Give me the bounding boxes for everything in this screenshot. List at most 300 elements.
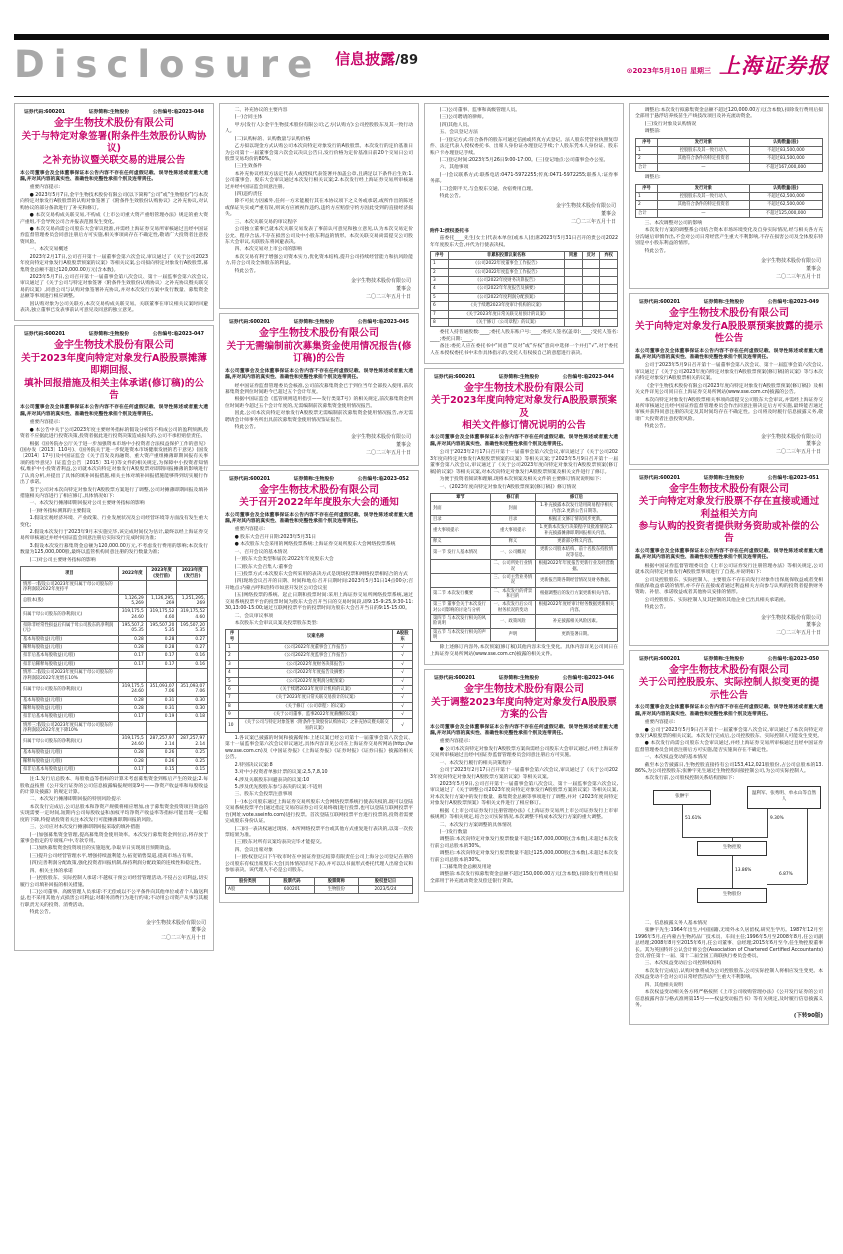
table-row: 扣非后稀释每股收益(元/股) 0.17 0.17 0.16 [21, 660, 208, 668]
paragraph: 4.涉及关联股东回避表决的议案:10 [234, 777, 310, 783]
company-name: 金宇生物技术股份有限公司 [54, 340, 174, 352]
table-row: 2 其他符合条件的特定投资者 不超过83,500,000 [636, 155, 823, 163]
codes-line [430, 674, 618, 681]
newspaper-logo: 上海证券报 [719, 53, 829, 78]
paragraph: 《金宇生物技术股份有限公司2023年度向特定对象发行A股股票预案(修订稿)》及相关文件详见公司同日在上海证券交易所网站(www.sse.com.cn)披露的公告。 [635, 383, 823, 396]
paragraph: 根据《上市公司证券发行注册管理办法》《上海证券交易所上市公司证券发行上市审核规则》等相关规定,结合公司实际情况,本次调整不构成本次发行方案的重大调整。 [430, 808, 618, 821]
page-number: /89 [395, 53, 419, 68]
paragraph: ● 公司本次向特定对象发行A股股票方案尚需经公司股东大会审议通过,并经上海证券交易所审核通过且经中国证券监督管理委员会同意注册后方可实施。 [430, 746, 619, 759]
table-body [636, 192, 823, 217]
proxy-vote-table [430, 251, 618, 327]
body-paragraphs [225, 384, 413, 432]
body-paragraphs [225, 108, 413, 275]
paragraph: 六、其他事项 [439, 165, 469, 171]
paragraph: (二)公司董事、高级管理人员承诺:不无偿或以不公平条件向其他单位或者个人输送利益,也不采用其他方式损害公司利益;对职务消费行为进行约束;不动用公司资产从事与其履行职责无关的投资、消费活动。 [20, 889, 208, 908]
body-paragraphs [430, 739, 618, 885]
paragraph: 公司于2023年2月17日召开第十一届董事会第六次会议,审议通过了《关于公司2023年度向特定对象发行A股股票预案的议案》等相关议案;于2023年5月9日召开第十一届董事会第八次会议,审议通过了《关于公司2023年度向特定对象发行A股股票预案(修订稿)的议案》等相关议案,对本次向特定对象发行A股股票预案及相关文件进行了修订。 [430, 450, 618, 475]
table-caption: 调整后: [644, 175, 661, 181]
board-disclaimer: 本公司董事会及全体董事保证本公告内容不存在任何虚假记载、误导性陈述或者重大遗漏,并对其内容的真实性、准确性和完整性承担个别及连带责任。 [635, 348, 823, 360]
paragraph: 根据中国证监会《监管规则适用指引——发行类第7号》的相关规定,前次募集资金到位时间距今超过五个会计年度的,无需编制前次募集资金使用情况报告。 [225, 397, 413, 409]
board-disclaimer: 本公司董事会及全体董事保证本公告内容不存在任何虚假记载、误导性陈述或者重大遗漏,并对其内容的真实性、准确性和完整性承担个别及连带责任。 [635, 548, 823, 561]
paragraph: (一)登记方式:符合条件的股东可通过信函或传真方式登记。法人股东凭营业执照复印件、法定代表人授权委托书、出席人身份证办理登记手续;个人股东凭本人身份证、股东账户卡办理登记手续。 [430, 137, 618, 156]
column-1 [14, 103, 214, 1246]
paragraph: 公司于2023年5月9日召开第十一届董事会第八次会议、第十一届监事会第六次会议,审议通过了《关于公司2023年度向特定对象发行A股股票预案(修订稿)的议案》等与本次向特定对象发行A股股票相关的议案。 [635, 363, 823, 382]
codes-line [635, 298, 823, 305]
paragraph: 2.特别决议议案:8 [234, 762, 273, 768]
paragraph: 截至本公告披露日,生物控股直接持有公司153,412,021股股份,占公司总股本的13.86%,为公司控股股东;张翀宇先生通过生物控股间接控制公司,为公司实际控制人。 [635, 762, 823, 775]
table-row: 1 《公司2022年度董事会工作报告》 [431, 260, 618, 268]
table-header-row: 序号 发行对象 认购数量(股) [636, 138, 823, 146]
codes-line [20, 108, 208, 115]
codes-line [225, 318, 413, 325]
table-row: 10 《关于公司与特定对象签署〈附条件生效股份认购协议〉之补充协议暨关联交易的议案》 √ [226, 719, 413, 733]
paragraph: 1.各议案已披露的时间和披露媒体:上述议案已经公司第十一届董事会第八次会议、第十一届监事会第六次会议审议通过,具体内容详见公司在上海证券交易所网站(http://www.sse.com.cn)及《中国证券报》《上海证券报》《证券时报》《证券日报》披露的相关公告。 [225, 736, 413, 761]
paragraph: 为便于投资者阅读和理解,现将本次预案及相关文件的主要修订情况说明如下: [439, 477, 602, 483]
paragraph: (三)公司聘请的律师。 [439, 115, 487, 121]
signature-board: 董事会 [805, 265, 821, 272]
diagram-pct-label: 9.30% [770, 815, 784, 821]
signature-date: 二〇二三年五月十日 [365, 449, 411, 456]
paragraph: 2.假设本次发行于2023年9月末实施完毕,该完成时间仅为估计,最终以经上海证券交易所审核通过并经中国证监会同意注册后实际发行完成时间为准; [20, 530, 208, 542]
board-disclaimer: 本公司董事会及全体董事保证本公告内容不存在任何虚假记载、误导性陈述或者重大遗漏,并对其内容的真实性、准确性和完整性承担个别及连带责任。 [430, 724, 618, 736]
issue-date: ⊙2023年5月10日 星期三 [626, 67, 711, 75]
body-paragraphs [225, 736, 413, 874]
announcement-no: 公告编号:临2023-051 [767, 475, 819, 481]
announcement-no: 公告编号:临2023-048 [152, 110, 204, 115]
diagram-line [807, 809, 808, 884]
paragraph: 特此公告。 [234, 425, 259, 431]
body-paragraphs [635, 221, 823, 255]
column-2 [219, 103, 419, 1246]
masthead-right [627, 50, 829, 80]
stock-abbr: 证券简称:生物股份 [88, 110, 130, 115]
paragraph: 乙方拟以现金方式认购公司本次向特定对象发行的A股股票。本次发行的定价基准日为公司第十一届董事会第六次会议决议公告日,发行价格为定价基准日前20个交易日公司股票交易均价的80%。 [225, 144, 413, 162]
announcement-title: 关于2023年度向特定对象发行A股股票摊薄即期回报、 填补回报措施及相关主体承诺(修订稿)的公告 [21, 352, 207, 402]
agm-agenda-table [225, 629, 413, 733]
table-header-row: 序号 议案名称 A股股东 [226, 630, 413, 644]
table-row: 9 《关于公司董事、监事2022年度薪酬的议案》 √ [226, 710, 413, 718]
paragraph: 一、本次发行履行的相关决策程序 [439, 760, 512, 766]
paragraph: 2023年5月9日,公司召开第十一届董事会第八次会议、第十一届监事会第六次会议,审议通过了《关于调整公司2023年度向特定对象发行A股股票方案的议案》等相关议案,对本次发行方案中的发行数量、募集资金总额等事项进行了调整,并对《2023年度向特定对象发行A股股票预案》等相关文件进行了相应修订。 [430, 781, 618, 807]
paragraph: 调整后:本次发行拟募集资金总额不超过120,000.00万元(含本数),扣除发行费用后拟全部用于悬浮培养疫苗生产线技改项目及补充流动资金。 [635, 108, 823, 120]
paragraph: 二、本次发行摊薄即期回报的特别风险提示 [29, 797, 121, 803]
signature-board: 董事会 [395, 442, 411, 449]
company-name: 金宇生物技术股份有限公司 [669, 664, 789, 676]
signature-date: 二〇二三年五月十日 [775, 273, 821, 280]
table-row: 5 《公司2022年度利润分配预案》 [431, 293, 618, 301]
table-row: A股 600201 生物股份 2023/5/24 [226, 885, 413, 893]
table-row: 2 《公司2022年度监事会工作报告》 [431, 268, 618, 276]
board-disclaimer: 本公司董事会及全体董事保证本公告内容不存在任何虚假记载、误导性陈述或者重大遗漏,并对其内容的真实性、准确性和完整性承担个别及连带责任。 [225, 368, 413, 381]
equity-structure-diagram [637, 786, 821, 918]
body-paragraphs [635, 921, 823, 1009]
announcement-plan-adjustment-cont [629, 103, 829, 289]
announcement-agm-notice-cont [424, 103, 624, 364]
signature-company: 金宇生物技术股份有限公司 [555, 203, 616, 210]
paragraph: 调整前:本次向特定对象发行股票数量不超过167,000,000股(含本数),未超过本次发行前公司总股本的30%。 [430, 837, 618, 849]
body-paragraphs [430, 330, 618, 357]
board-disclaimer: 本公司董事会及全体董事保证本公告内容不存在任何虚假记载、误导性陈述或者重大遗漏,并对其内容的真实性、准确性和完整性承担个别及连带责任。 [430, 435, 618, 447]
paragraph: 公司及控股股东、实际控制人、主要股东不存在向发行对象作出保底保收益或者变相保底保收益承诺的情形,亦不存在直接或者通过利益相关方向参与认购的投资者提供财务资助、补偿、承诺收益或者其他协议安排的情形。 [635, 577, 823, 596]
table-row: 6 《关于续聘2023年度审计机构的议案》 √ [226, 685, 413, 693]
announcement-title: 关于与特定对象签署(附条件生效股份认购协议) 之补充协议暨关联交易的进展公告 [21, 130, 207, 167]
paragraph: 5.涉及优先股股东参与表决的议案:不适用 [234, 785, 323, 791]
table-row: 3 《公司2022年度财务决算报告》 [431, 277, 618, 285]
table-row: 基本每股收益(元/股) 0.28 0.28 0.27 [21, 635, 208, 643]
paragraph: 因此,公司本次向特定对象发行A股股票无需编制前次募集资金使用情况报告,亦无需聘请会计师事务所出具前次募集资金使用情况鉴证报告。 [225, 411, 413, 423]
signature-block [225, 278, 411, 301]
body-paragraphs [20, 420, 208, 564]
signature-board: 董事会 [805, 441, 821, 448]
paragraph: (一)加强募集资金管理,提高募集资金使用效率。本次发行募集资金到位后,将存放于董事会指定的专项账户中,专款专用。 [20, 832, 208, 845]
announcement-no-prior-fund-report [219, 313, 419, 465]
table-row: 第二节 本次发行概要 二、本次发行的背景和目的 根据调整后的发行方案更新相关内容。 [431, 587, 618, 601]
paragraph: 特此公告。 [234, 268, 259, 274]
board-disclaimer: 本公司董事会及全体董事保证本公告内容不存在任何虚假记载、误导性陈述或者重大遗漏,并对其内容的真实性、准确性和完整性承担个别及连带责任。 [20, 170, 208, 182]
announcement-plan-disclosure-notice [629, 293, 829, 465]
stock-code: 证券代码:600201 [434, 374, 476, 380]
table-row: 扣非后基本每股收益(元/股) 0.17 0.19 0.18 [21, 713, 208, 721]
paragraph: 本次发行完成后,公司总股本和净资产规模将相应增加,由于募集资金投资项目效益的实现需要一定时间,短期内公司每股收益和加权平均净资产收益率等指标可能出现一定幅度的下降,特提请投资者关注本次发行可能摊薄即期回报的风险。 [20, 804, 208, 823]
paragraph: 3.对中小投资者单独计票的议案:2,5,7,8,10 [234, 770, 328, 776]
paragraph: 特此公告。 [439, 194, 464, 200]
signature-board: 董事会 [190, 927, 206, 934]
paragraph: 四、本次交易对上市公司的影响 [234, 247, 302, 253]
stock-code: 证券代码:600201 [24, 332, 66, 338]
paragraph: (三)投票方式:本次股东大会所采用的表决方式是现场投票和网络投票相结合的方式 [234, 572, 408, 578]
masthead [14, 43, 829, 92]
announcement-title: 关于向特定对象发行股票不存在直接或通过利益相关方向 参与认购的投资者提供财务资助或补偿的公告 [638, 496, 820, 545]
body-paragraphs [635, 564, 823, 612]
paragraph: 经中国证券监督管理委员会核准,公司前次募集资金已于到位当年全部投入使用,前次募集资金到位时间距今已超过五个会计年度。 [225, 383, 413, 395]
paragraph: (一)股东大会类型和届次:2022年年度股东大会 [234, 557, 334, 563]
signature-board: 董事会 [600, 211, 616, 218]
paragraph: 3.假设本次发行募集资金总额为120,000.00万元,不考虑发行费用的影响;本次发行数量为125,000,000股,最终以监管机构同意注册的发行数量为准; [20, 543, 208, 556]
section-title-en: Disclosure [14, 43, 322, 86]
signature-block [430, 203, 616, 226]
table-row: 4 《公司2022年年度报告及摘要》 √ [226, 669, 413, 677]
diagram-line [732, 837, 768, 838]
table-row: 6 《关于续聘2023年度审计机构的议案》 [431, 302, 618, 310]
paragraph: 2023年2月17日,公司召开第十一届董事会第六次会议,审议通过了《关于公司2023年度向特定对象发行A股股票预案的议案》等相关议案,公司拟向特定对象发行A股股票,募集资金总额不超过120,000.00万元(含本数)。 [20, 254, 208, 273]
signature-block [225, 434, 411, 457]
announcement-title: 关于公司控股股东、实际控制人拟变更的提示性公告 [638, 677, 820, 701]
table-row: 合计 — 不超过125,000,000 [636, 209, 823, 217]
body-paragraphs [635, 720, 823, 783]
table-row: 扣非后基本每股收益(元/股) 0.17 0.15 0.15 [21, 765, 208, 773]
paragraph: 重要内容提示: [29, 185, 60, 191]
paragraph: 一、召开会议的基本情况 [234, 549, 288, 555]
diagram-line [767, 809, 768, 838]
record-date-table [225, 877, 413, 895]
codes-line [225, 475, 413, 482]
stock-abbr: 证券简称:生物股份 [703, 475, 745, 481]
paragraph: (二)募集资金总额及用途 [439, 865, 492, 871]
stock-code: 证券代码:600201 [639, 656, 681, 662]
table-row: 封面 封面 1.补充披露本次发行适用简易程序相关内容;2.更新公告日期等。 [431, 502, 618, 516]
paragraph: ● 公司于2023年5月9日召开第十一届董事会第八次会议,审议通过了本次向特定对象发行A股股票的相关议案。本次发行完成后,公司控股股东、实际控制人可能发生变更。 [635, 727, 823, 739]
column-3 [424, 103, 624, 1246]
paragraph: 注:1.发行后总股本、每股收益等指标的计算未考虑募集资金到账后产生的效益;2.每股收益按照《公开发行证券的公司信息披露编报规则第9号——净资产收益率和每股收益的计算及披露》的规定计算。 [20, 777, 208, 796]
signature-block [20, 920, 206, 943]
paragraph: (二)同一表决权通过现场、本所网络投票平台或其他方式重复进行表决的,以第一次投票结果为准。 [225, 826, 413, 838]
announcement-supplement-agreement [14, 103, 214, 321]
signature-block [635, 258, 821, 281]
paragraph: 备注:委托人应在委托书中“同意”“反对”或“弃权”意向中选择一个并打“√”,对于委托人在本授权委托书中未作具体指示的,受托人有权按自己的意愿进行表决。 [430, 344, 618, 356]
table-row: 扣非后基本每股收益(元/股) 0.17 0.17 0.16 [21, 652, 208, 660]
table-header-row: 序号 非累积投票议案名称 同意 反对 弃权 [431, 252, 618, 260]
codes-line [635, 474, 823, 481]
paragraph: 二、补充协议的主要内容 [234, 108, 288, 113]
paragraph: (三)生效条件 [234, 164, 263, 170]
paragraph: 本次向特定对象发行A股股票相关事项尚需提交公司股东大会审议,并需经上海证券交易所审核通过且经中国证券监督管理委员会作出同意注册决定后方可实施,最终能否通过审核并获得同意注册的决定及其时间均存在不确定性。公司将及时履行信息披露义务,敬请广大投资者注意投资风险。 [635, 397, 823, 422]
table-row: 二、公司所处行业情况 根据2022年年度报告更新行业及经营数据。 [431, 560, 618, 574]
paragraph: (一)本公司股东通过上海证券交易所股东大会网络投票系统行使表决权的,既可以登陆交易系统投票平台(通过指定交易的证券公司交易终端)进行投票,也可以登陆互联网投票平台(网址:vote.sseinfo.com)进行投票。首次登陆互联网投票平台进行投票的,投资者需要完成股东身份认证。 [225, 799, 413, 825]
paragraph: 除不可抗力因素外,任何一方未能履行其在本协议项下之义务或承诺,或所作出的陈述或保证失实或严重有误,则该方应被视作违约,违约方应赔偿守约方因此受到的直接经济损失。 [225, 199, 413, 218]
body-paragraphs [430, 645, 618, 658]
signature-company: 金宇生物技术股份有限公司 [350, 434, 411, 441]
revision-comparison-table [430, 493, 618, 643]
announcement-no: 公告编号:临2023-047 [152, 332, 204, 338]
diagram-line [732, 856, 733, 888]
announcement-agm-notice [219, 470, 419, 904]
announcement-plan-adjustment [424, 669, 624, 892]
table-row: 重大事项提示 重大事项提示 1.更新本次发行决策程序及批准情况;2.补充披露摊薄即期回报相关内容。 [431, 524, 618, 538]
table-body [226, 885, 413, 893]
signature-company: 金宇生物技术股份有限公司 [760, 258, 821, 265]
body-paragraphs [430, 450, 618, 491]
paragraph: (一)控股股东、实际控制人承诺:不越权干预公司经营管理活动,不侵占公司利益,切实履行公司填补回报的相关措施。 [20, 876, 208, 888]
signature-company: 金宇生物技术股份有限公司 [145, 919, 206, 926]
signature-block [635, 615, 821, 638]
paragraph: (一)股权登记日下午收市时在中国证券登记结算有限责任公司上海分公司登记在册的公司股东有权出席股东大会(具体情况详见下表),并可以以书面形式委托代理人出席会议和参加表决。该代理人不必是公司股东。 [225, 855, 413, 874]
stock-abbr: 证券简称:生物股份 [703, 300, 745, 306]
table-row: 7 《关于2023年度日常关联交易预计的议案》 √ [226, 694, 413, 702]
table-row: 第三节 董事会关于本次发行对公司影响的讨论与分析 一、本次发行后公司财务状况的变动 根据2022年度经审计财务数据更新相关内容。 [431, 601, 618, 615]
paragraph: 一、本次权益变动的基本情况 [644, 755, 707, 761]
announcement-no: 公告编号:临2023-049 [767, 300, 819, 306]
announcement-no: 公告编号:临2023-045 [357, 320, 409, 326]
announcement-plan-revision-note [424, 368, 624, 665]
section-title-cn: 信息披露 [335, 50, 396, 68]
paragraph: (二)加快募集资金投资项目的实施进度,争取早日实现项目预期效益。 [29, 846, 174, 852]
paragraph: (一)发行数量 [439, 829, 468, 835]
paragraph: 公司于2023年2月17日召开第十一届董事会第六次会议,审议通过了《关于公司2023年度向特定对象发行A股股票方案的议案》等相关议案。 [430, 768, 618, 780]
paragraph: (五)网络投票的系统、起止日期和投票时间:采用上海证券交易所网络投票系统,通过交易系统投票平台的投票时间为股东大会召开当日的交易时间段,即9:15-9:25,9:30-11:30,13:00-15:00;通过互联网投票平台的投票时间为股东大会召开当日的9:15-15:00。 [225, 593, 413, 612]
table-row: 合计 — 不超过167,000,000 [636, 163, 823, 171]
paragraph: 因认购对象为公司关联方,本次交易构成关联交易。关联董事在审议相关议案时回避表决,独立董事已发表事前认可意见及同意的独立意见。 [20, 301, 208, 314]
signature-date: 二〇二三年五月十日 [775, 630, 821, 637]
stock-abbr: 证券简称:生物股份 [703, 656, 745, 662]
table-row: 8 《关于修订〈公司章程〉的议案》 √ [226, 702, 413, 710]
paragraph: 调整前:本次发行拟募集资金总额不超过150,000.00万元(含本数),扣除发行费用后拟全部用于补充流动资金及偿还银行贷款。 [430, 872, 618, 884]
paragraph: 调整前: [644, 129, 661, 135]
table-row: 情形一:假设公司2023年度归属于母公司股东的净利润较2022年度持平 [21, 580, 208, 594]
table-row: 1 控股股东及其一致行动人 不超过83,500,000 [636, 147, 823, 155]
paragraph: 三、股东大会投票注意事项 [234, 792, 293, 798]
table-row: 1 《公司2022年度董事会工作报告》 √ [226, 644, 413, 652]
table-body [636, 147, 823, 172]
masthead-rule [14, 96, 829, 97]
table-header-row: 章节 修订前 修订后 [431, 493, 618, 501]
table-row: 稀释每股收益(元/股) 0.28 0.31 0.30 [21, 704, 208, 712]
table-row: 8 《关于修订〈公司章程〉的议案》 [431, 318, 618, 326]
diagram-box-holding-company: 生物控股 [697, 841, 767, 856]
table-header-row: 项目 2022年度 2023年度(发行前) 2023年度(发行后) [21, 567, 208, 581]
table-row: 2 《公司2022年度监事会工作报告》 √ [226, 652, 413, 660]
signature-block [635, 434, 821, 457]
paragraph: 重要内容提示: [234, 527, 265, 533]
company-name: 金宇生物技术股份有限公司 [54, 118, 174, 129]
table-header-row: 序号 发行对象 认购数量(股) [636, 184, 823, 192]
paragraph: 重要内容提示: [439, 739, 470, 745]
diagram-pct-label: 51.61% [685, 815, 702, 821]
board-disclaimer: 本公司董事会及全体董事保证本公告内容不存在任何虚假记载、误导性陈述或者重大遗漏,并对其内容的真实性、准确性和完整性承担个别及连带责任。 [20, 405, 208, 417]
table-row: 基本每股收益(元/股) 0.28 0.31 0.30 [21, 696, 208, 704]
paragraph: (四)完善利润分配政策,强化投资者回报机制,保持利润分配政策的连续性和稳定性。 [29, 861, 205, 867]
paragraph: ● 本次交易构成关联交易,不构成《上市公司重大资产重组管理办法》规定的重大资产重组,不会导致公司合并报表范围发生变化。 [20, 213, 208, 225]
paragraph: 根据《国务院办公厅关于进一步加强资本市场中小投资者合法权益保护工作的意见》(国办发〔2013〕110号)、《国务院关于进一步促进资本市场健康发展的若干意见》(国发〔2014〕17号)及中国证监会《关于首发及再融资、重大资产重组摊薄即期回报有关事项的指导意见》(证监会公告〔2015〕31号)等文件的相关规定,为保障中小投资者知情权,维护中小投资者利益,公司就本次向特定对象发行A股股票对即期回报摊薄的影响进行了认真分析,并提出了具体的填补回报措施,相关主体对填补回报措施能够得到切实履行作出了承诺。 [20, 441, 208, 486]
table-row: 第五节 与本次发行相关的声明 声明 更新签署日期。 [431, 628, 618, 642]
paragraph: 除上述修订内容外,本次预案(修订稿)其他内容未发生变化。具体内容详见公司同日在上海证券交易所网站(www.sse.com.cn)披露的相关文件。 [430, 645, 618, 657]
board-disclaimer: 本公司董事会及全体董事保证本公告内容不存在任何虚假记载、误导性陈述或者重大遗漏,并对其内容的真实性、准确性和完整性承担个别及连带责任。 [635, 705, 823, 717]
paragraph: ● 股东大会召开日期:2023年5月31日 [234, 534, 317, 540]
table-row: 稀释每股收益(元/股) 0.28 0.28 0.27 [21, 644, 208, 652]
paragraph: 特此公告。 [644, 424, 669, 430]
paragraph: 根据中国证券监督管理委员会《上市公司证券发行注册管理办法》等相关规定,公司就本次向特定对象发行A股股票事项进行了自查,并说明如下: [635, 563, 823, 576]
table-header-row: 股份类别 股票代码 股票简称 股权登记日 [226, 877, 413, 885]
paragraph: 公司控股股东、实际控制人及其控制的其他企业已出具相关承诺函。 [644, 597, 789, 603]
subscription-table-before [635, 138, 823, 172]
company-name: 金宇生物技术股份有限公司 [669, 483, 789, 495]
diagram-line [682, 805, 683, 838]
table-row: 归属于母公司股东的净利润(元) 319,175,524.60 287,257,972.14 287,257,972.14 [21, 735, 208, 749]
stock-code: 证券代码:600201 [229, 320, 271, 326]
paragraph: 一、本次交易概述 [29, 247, 68, 253]
company-name: 金宇生物技术股份有限公司 [259, 328, 379, 340]
stock-abbr: 证券简称:生物股份 [498, 374, 540, 380]
paragraph: 本次发行前,公司股权控制关系结构图如下: [644, 776, 735, 782]
paragraph: 本次权益变动相关各方将严格按照《上市公司收购管理办法》《公开发行证券的公司信息披露内容与格式准则第15号——权益变动报告书》等有关规定,及时履行信息披露义务。 [635, 990, 823, 1008]
paragraph: ● 本次发行尚需公司股东大会审议通过,并经上海证券交易所审核通过且经中国证券监督管理委员会同意注册后方可实施,能否实施尚存在不确定性。 [635, 741, 823, 753]
board-disclaimer: 本公司董事会及全体董事保证本公告内容不存在任何虚假记载、误导性陈述或者重大遗漏,并对其内容的真实性、准确性和完整性承担个别及连带责任。 [225, 512, 413, 525]
paragraph: 一、本次发行摊薄即期回报对公司主要财务指标的影响 [29, 501, 145, 507]
diagram-box-other-shareholders: 温利军、张秀明、单永山等自然人 [747, 786, 821, 809]
signature-board: 董事会 [805, 622, 821, 629]
table-row: 第一节 发行人基本情况 一、公司概况 更新公司股本结构、前十名股东持股情况等信息。 [431, 546, 618, 560]
paragraph: 特此公告。 [29, 910, 54, 916]
paragraph: (二)公司董事、监事和高级管理人员。 [439, 108, 521, 113]
paragraph: ● 本公告中关于公司2023年度主要财务指标的假设分析均不构成公司的盈利预测,投资者不应据此进行投资决策,投资者据此进行投资决策造成损失的,公司不承担赔偿责任。 [20, 427, 208, 440]
table-row: 归属于母公司股东的净利润(元) 319,175,524.60 319,175,524.60 319,175,524.60 [21, 608, 208, 622]
table-row: 5 《公司2022年度利润分配预案》 √ [226, 677, 413, 685]
table-body [21, 580, 208, 773]
body-paragraphs [20, 777, 208, 916]
stock-abbr: 证券简称:生物股份 [293, 476, 335, 482]
attachment-title: 附件1:授权委托书 [430, 228, 469, 234]
paragraph: 本次发行完成后,认购对象将成为公司控股股东,公司实际控制人将相应发生变更。本次权益变动不会对公司日常经营活动产生重大不利影响。 [635, 968, 823, 981]
paragraph: 2023年5月7日,公司召开第十一届董事会第八次会议、第十一届监事会第六次会议,审议通过了《关于公司与特定对象签署〈附条件生效股份认购协议〉之补充协议暨关联交易的议案》,同意公司与认购对象签署补充协议,并对本次发行方案中发行数量、募集资金总额等事项进行相应调整。 [20, 274, 208, 300]
paragraph: 1.假设宏观经济环境、产业政策、行业发展状况及公司经营环境等方面没有发生重大变化; [20, 516, 208, 528]
diagram-box-actual-controller: 张翀宇 [653, 790, 711, 805]
body-paragraphs [225, 527, 413, 627]
paragraph: ● 本次交易尚需公司股东大会审议批准,并需经上海证券交易所审核通过且经中国证券监督管理委员会同意注册后方可实施,相关事项尚存在不确定性,敬请广大投资者注意投资风险。 [20, 227, 208, 245]
paragraph: ● 本次股东大会采用的网络投票系统:上海证券交易所股东大会网络投票系统 [234, 542, 396, 548]
signature-company: 金宇生物技术股份有限公司 [350, 278, 411, 285]
diagram-box-listed-company: 生物股份 [697, 888, 767, 903]
paragraph: (四)其他人员。 [439, 122, 473, 128]
paragraph: 三、本次权益变动后公司控制权结构 [644, 961, 722, 967]
announcement-no: 公告编号:临2023-044 [562, 374, 614, 380]
table-row: 释义 释义 更新部分释义内容。 [431, 538, 618, 546]
signature-date: 二〇二三年五月十日 [775, 449, 821, 456]
stock-code: 证券代码:600201 [639, 300, 681, 306]
table-body [226, 644, 413, 733]
stock-abbr: 证券简称:生物股份 [498, 676, 540, 682]
table-row: 总股本(股) 1,126,295,269 1,126,295,269 1,251,295,269 [21, 594, 208, 608]
paragraph: 二、信息披露义务人基本情况 [644, 920, 707, 926]
paragraph: 四、会议出席对象 [234, 847, 273, 853]
table-body [431, 260, 618, 327]
paragraph: (四)现场会议召开的日期、时间和地点:召开日期时间:2023年5月31日14点00分;召开地点:内蒙古呼和浩特市如意开发区公司会议室 [225, 579, 413, 591]
stock-abbr: 证券简称:生物股份 [293, 320, 335, 326]
announcement-supplement-agreement-cont [219, 103, 419, 309]
signature-company: 金宇生物技术股份有限公司 [760, 433, 821, 440]
paragraph: 四、相关主体的承诺 [29, 868, 73, 874]
stock-code: 证券代码:600201 [229, 476, 271, 482]
body-paragraphs [20, 185, 208, 314]
paragraph: 特此公告。 [644, 248, 669, 254]
paragraph: 公司独立董事已就本次关联交易发表了事前认可意见和独立意见,认为本次交易定价公允、程序合法,不存在损害公司及中小股东利益的情形。本次关联交易尚需提交公司股东大会审议,关联股东将回避表决。 [225, 227, 413, 246]
section-title-cn-wrap [335, 48, 418, 69]
paragraph: (二)对公司主要财务指标的影响 [29, 557, 96, 563]
announcement-title: 关于向特定对象发行A股股票预案披露的提示性公告 [635, 320, 823, 345]
diagram-pct-label: 13.86% [735, 867, 752, 873]
paragraph: 本次股东大会审议议案及投票股东类型: [234, 620, 318, 626]
signature-board: 董事会 [395, 285, 411, 292]
table-row: 情形二:假设公司2023年度归属于母公司股东的净利润较2022年度增长10% [21, 669, 208, 683]
paragraph: 五、会议登记方法 [439, 130, 478, 136]
diagram-line [767, 884, 807, 885]
paragraph: 甲方(发行人):金宇生物技术股份有限公司;乙方(认购方):公司控股股东及其一致行动人。 [225, 122, 413, 135]
paragraph: 一、《2023年度向特定对象发行A股股票预案(修订稿)》修订情况 [439, 484, 577, 490]
paragraph: 三、公司应对本次发行摊薄即期回报采取的填补措施 [29, 825, 140, 831]
company-name: 金宇生物技术股份有限公司 [669, 308, 789, 320]
table-row: 4 《公司2022年年度报告及摘要》 [431, 285, 618, 293]
table-row: 情形三:假设公司2023年度归属于母公司股东的净利润较2022年度下降10% [21, 721, 208, 735]
paragraph: 重要内容提示: [644, 720, 675, 726]
subscription-table-after [635, 184, 823, 218]
stock-code: 证券代码:600201 [434, 676, 476, 682]
codes-line [635, 655, 823, 662]
announcement-title: 关于调整2023年度向特定对象发行A股股票方案的公告 [431, 696, 617, 721]
paragraph: 重要内容提示: [29, 420, 60, 426]
announcement-title: 关于2023年度向特定对象发行A股股票预案及 相关文件修订情况说明的公告 [431, 395, 617, 432]
announcement-title: 关于无需编制前次募集资金使用情况报告(修订稿)的公告 [226, 340, 412, 365]
table-row: 第四节 与本次发行相关的风险说明 一、政策风险 补充披露相关风险因素。 [431, 615, 618, 629]
paragraph: 三、本次调整对公司的影响 [644, 220, 703, 226]
masthead-left [14, 43, 419, 86]
table-row: 归属于母公司股东的净利润(元) 319,175,524.60 351,093,077.06 351,093,077.06 [21, 682, 208, 696]
codes-line [20, 330, 208, 337]
body-paragraphs [430, 108, 618, 200]
signature-company: 金宇生物技术股份有限公司 [760, 614, 821, 621]
paragraph: (二)股东大会召集人:董事会 [234, 564, 293, 570]
table-row: 7 《关于2023年度日常关联交易预计的议案》 [431, 310, 618, 318]
stock-code: 证券代码:600201 [639, 475, 681, 481]
paragraph: 二、会议审议事项 [234, 613, 273, 619]
paragraph: (一)会议联系方式:联系电话:0471-5972255;传真:0471-5972255;联系人:证券事务部。 [430, 172, 618, 185]
